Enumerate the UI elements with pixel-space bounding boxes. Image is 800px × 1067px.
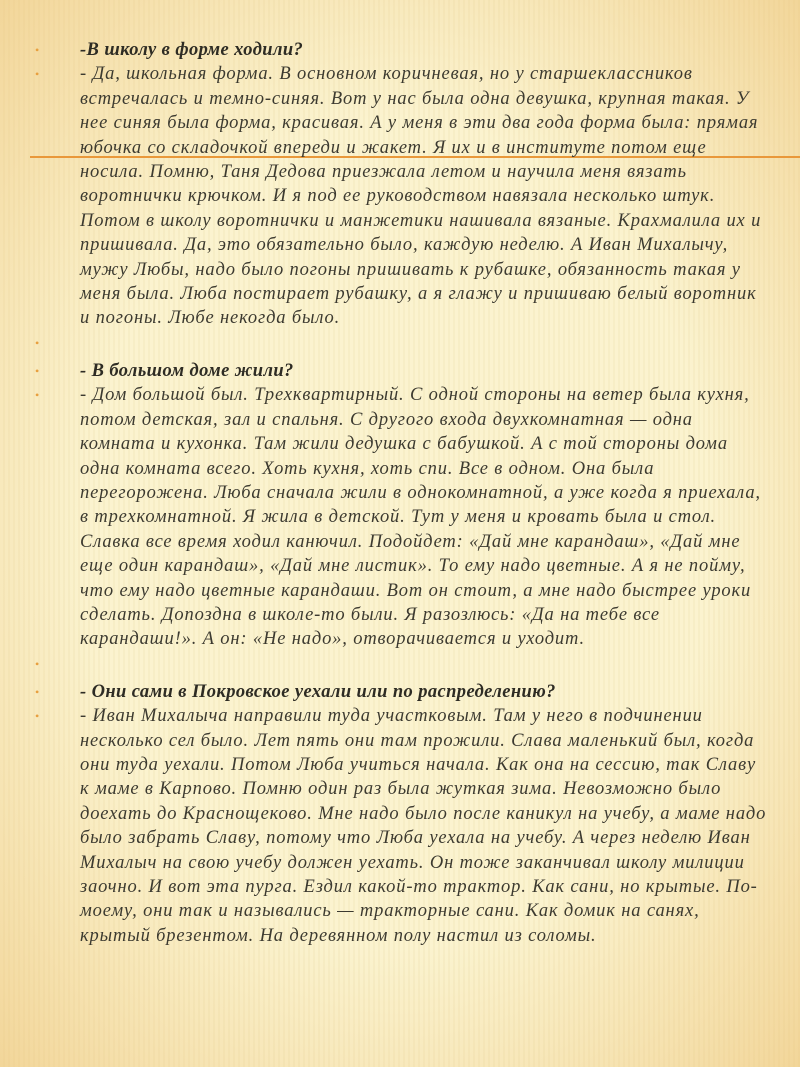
text-line: -В школу в форме ходили? (80, 40, 304, 60)
text-line: пришивала. Да, это обязательно было, каждую неделю. А Иван Михалычу, (80, 235, 729, 256)
text-line: моему, они так и назывались — тракторные сани. Как домик на санях, (80, 901, 700, 922)
text-line: перегорожена. Люба сначала жили в однокомнатной, а уже когда я приехала, (80, 482, 761, 503)
answer-bullet (0, 704, 800, 948)
text-line: Потом в школу воротнички и манжетики нашивала вязаные. Крахмалила их и (80, 210, 762, 231)
text-line: - Они сами в Покровское уехали или по распределению? (80, 681, 556, 702)
text-line: еще один карандаш», «Дай мне листик». То ему надо цветные. А я не пойму, (80, 556, 746, 577)
text-line: крытый брезентом. На деревянном полу настил из соломы. (80, 925, 597, 946)
text-line: юбочка со складочкой впереди и жакет. Я их и в институте потом еще (80, 137, 707, 158)
bullet-icon: • (35, 388, 40, 403)
empty-bullet (0, 652, 800, 680)
bullet-icon: • (35, 709, 40, 724)
bullet-icon: • (35, 656, 40, 671)
text-line: они туда уехали. Потом Люба учиться начала. Как она на сессию, так Славу (80, 754, 757, 775)
text-line: карандаши!». А он: «Не надо», отворачивается и уходит. (80, 629, 585, 650)
text-line: Михалыч на свою учебу должен уехать. Он тоже заканчивал школу милиции (80, 852, 745, 873)
text-line: комната и кухонка. Там жили дедушка с бабушкой. А с той стороны дома (80, 434, 728, 455)
answer-bullet (0, 383, 800, 651)
text-line: - Дом большой был. Трехквартирный. С одной стороны на ветер была кухня, (80, 385, 750, 406)
empty-bullet (0, 331, 800, 359)
bullet-icon: • (35, 43, 40, 57)
text-line: нее синяя была форма, красивая. А у меня в эти два года форма была: прямая (80, 113, 759, 134)
bullet-icon: • (35, 335, 40, 350)
text-line: было забрать Славу, потому что Люба уехала на учебу. А через неделю Иван (80, 828, 751, 849)
text-line: воротнички крючком. И я под ее руководством навязала несколько штук. (80, 186, 716, 207)
slide-bullet-list (0, 38, 800, 948)
text-line: мужу Любы, надо было погоны пришивать к рубашке, обязанность такая у (80, 259, 741, 280)
bullet-icon: • (35, 684, 40, 699)
text-line: что ему надо цветные карандаши. Вот он стоит, а мне надо быстрее уроки (80, 580, 752, 601)
text-line: меня была. Люба постирает рубашку, а я глажу и пришиваю белый воротник (80, 284, 757, 305)
text-line: потом детская, зал и спальня. С другого входа двухкомнатная — одна (80, 409, 693, 430)
text-line: сделать. Допоздна в школе-то были. Я разозлюсь: «Да на тебе все (80, 604, 660, 625)
bullet-icon: • (35, 363, 40, 378)
answer-bullet (0, 62, 800, 330)
bullet-icon: • (35, 67, 40, 82)
text-line: Славка все время ходил канючил. Подойдет: «Дай мне карандаш», «Дай мне (80, 531, 741, 552)
text-line: - В большом доме жили? (80, 360, 294, 381)
text-line: носила. Помню, Таня Дедова приезжала летом и научила меня вязать (80, 162, 687, 183)
text-line: встречалась и темно-синяя. Вот у нас была одна девушка, крупная такая. У (80, 88, 750, 109)
text-line: несколько сел было. Лет пять они там прожили. Слава маленький был, когда (80, 730, 755, 751)
text-line: к маме в Карпово. Помню один раз была жуткая зима. Невозможно было (80, 779, 722, 800)
question-bullet (0, 680, 800, 704)
text-line: - Да, школьная форма. В основном коричневая, но у старшеклассников (80, 64, 693, 85)
question-bullet (0, 38, 800, 62)
question-bullet (0, 359, 800, 383)
text-line: и погоны. Любе некогда было. (80, 308, 341, 329)
text-line: заочно. И вот эта пурга. Ездил какой-то трактор. Как сани, но крытые. По- (80, 877, 758, 897)
text-line: доехать до Краснощеково. Мне надо было после каникул на учебу, а маме надо (80, 803, 767, 824)
text-line: одна комната всего. Хоть кухня, хоть спи. Все в одном. Она была (80, 458, 655, 479)
text-line: - Иван Михалыча направили туда участковым. Там у него в подчинении (80, 706, 703, 727)
text-line: в трехкомнатной. Я жила в детской. Тут у меня и кровать была и стол. (80, 507, 716, 528)
